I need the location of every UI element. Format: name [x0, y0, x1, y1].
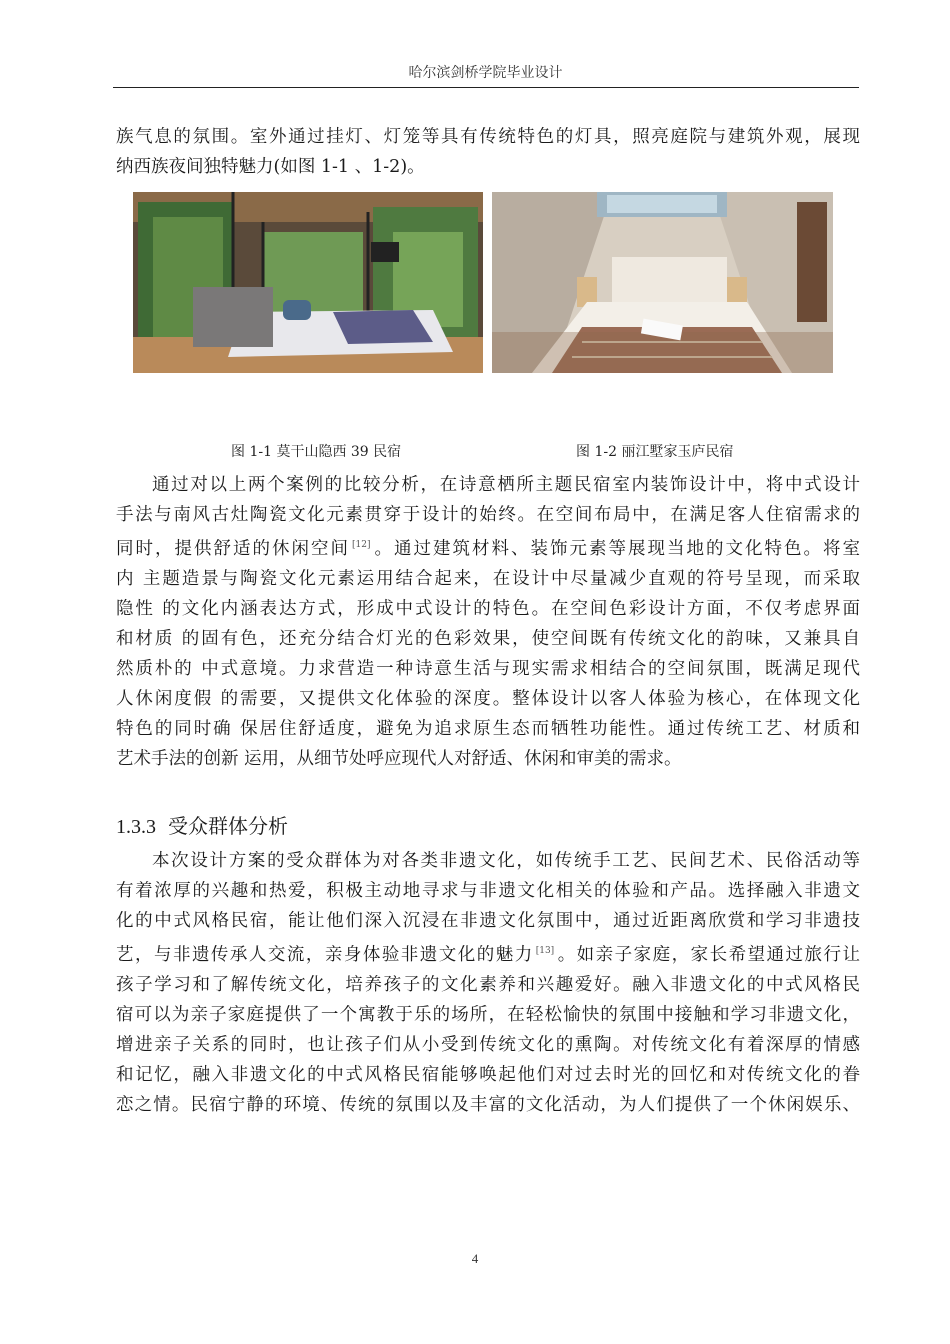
running-header: 哈尔滨剑桥学院毕业设计 [408, 65, 563, 81]
text-line: 内 主题造景与陶瓷文化元素运用结合起来，在设计中尽量减少直观的符号呈现，而采取 [116, 569, 860, 589]
text-line: 有着浓厚的兴趣和热爱，积极主动地寻求与非遗文化相关的体验和产品。选择融入非遗文 [116, 881, 860, 901]
text-line: 化的中式风格民宿，能让他们深入沉浸在非遗文化氛围中，通过近距离欣赏和学习非遗技 [116, 911, 860, 931]
text-line: 纳西族夜间独特魅力(如图 1-1 、1-2)。 [116, 157, 425, 177]
text-line: 孩子学习和了解传统文化，培养孩子的文化素养和兴趣爱好。融入非遗文化的中式风格民 [116, 975, 860, 995]
paragraph-design-analysis [116, 470, 860, 774]
page-number: 4 [471, 1251, 479, 1266]
figure-caption: 图 1-1 莫干山隐西 39 民宿 [231, 444, 402, 460]
text-line: 隐性 的文化内涵表达方式，形成中式设计的特色。在空间色彩设计方面，不仅考虑界面 [116, 599, 860, 619]
text-line: 宿可以为亲子家庭提供了一个寓教于乐的场所，在轻松愉快的氛围中接触和学习非遗文化， [116, 1005, 860, 1025]
figure-1-2-photo [492, 192, 833, 373]
text-line: 和材质 的固有色，还充分结合灯光的色彩效果，使空间既有传统文化的韵味，又兼具自 [116, 629, 860, 649]
text-line: 人休闲度假 的需要，又提供文化体验的深度。整体设计以客人体验为核心，在体现文化 [116, 689, 860, 709]
text-span: 。通过建筑材料、装饰元素等展现当地的文化特色。将室 [372, 539, 861, 559]
text-line [116, 530, 860, 564]
text-span: 。如亲子家庭，家长希望通过旅行让 [556, 945, 860, 965]
text-line: 恋之情。民宿宁静的环境、传统的氛围以及丰富的文化活动，为人们提供了一个休闲娱乐、 [116, 1095, 860, 1115]
text-line: 然质朴的 中式意境。力求营造一种诗意生活与现实需求相结合的空间氛围，既满足现代 [116, 659, 860, 679]
bedroom-forest-view-image [133, 192, 483, 373]
figure-caption: 图 1-2 丽江墅家玉庐民宿 [576, 444, 734, 460]
paragraph-continuation [116, 122, 860, 182]
text-line: 和记忆，融入非遗文化的中式风格民宿能够唤起他们对过去时光的回忆和对传统文化的眷 [116, 1065, 860, 1085]
section-number: 1.3.3 [116, 816, 156, 838]
citation-ref: [12] [352, 540, 371, 550]
citation-ref: [13] [535, 946, 555, 956]
text-line [116, 936, 860, 970]
header-rule [113, 87, 859, 88]
figure-1-1-photo [133, 192, 483, 373]
text-line: 通过对以上两个案例的比较分析，在诗意栖所主题民宿室内装饰设计中，将中式设计 [152, 475, 860, 495]
text-line: 特色的同时确 保居住舒适度，避免为追求原生态而牺牲功能性。通过传统工艺、材质和 [116, 719, 860, 739]
paragraph-audience-analysis [116, 846, 860, 1120]
text-span: 艺，与非遗传承人交流，亲身体验非遗文化的魅力 [116, 945, 534, 965]
text-line: 手法与南风古灶陶瓷文化元素贯穿于设计的始终。在空间布局中，在满足客人住宿需求的 [116, 505, 860, 525]
bedroom-skylight-image [492, 192, 833, 373]
text-line: 增进亲子关系的同时，也让孩子们从小受到传统文化的熏陶。对传统文化有着深厚的情感 [116, 1035, 860, 1055]
section-heading [116, 810, 288, 839]
section-title: 受众群体分析 [168, 814, 288, 838]
text-span: 同时，提供舒适的休闲空间 [116, 539, 351, 559]
text-line: 本次设计方案的受众群体为对各类非遗文化，如传统手工艺、民间艺术、民俗活动等 [152, 851, 860, 871]
text-line: 艺术手法的创新 运用，从细节处呼应现代人对舒适、休闲和审美的需求。 [116, 749, 682, 769]
text-line: 族气息的氛围。室外通过挂灯、灯笼等具有传统特色的灯具，照亮庭院与建筑外观，展现 [116, 127, 860, 147]
